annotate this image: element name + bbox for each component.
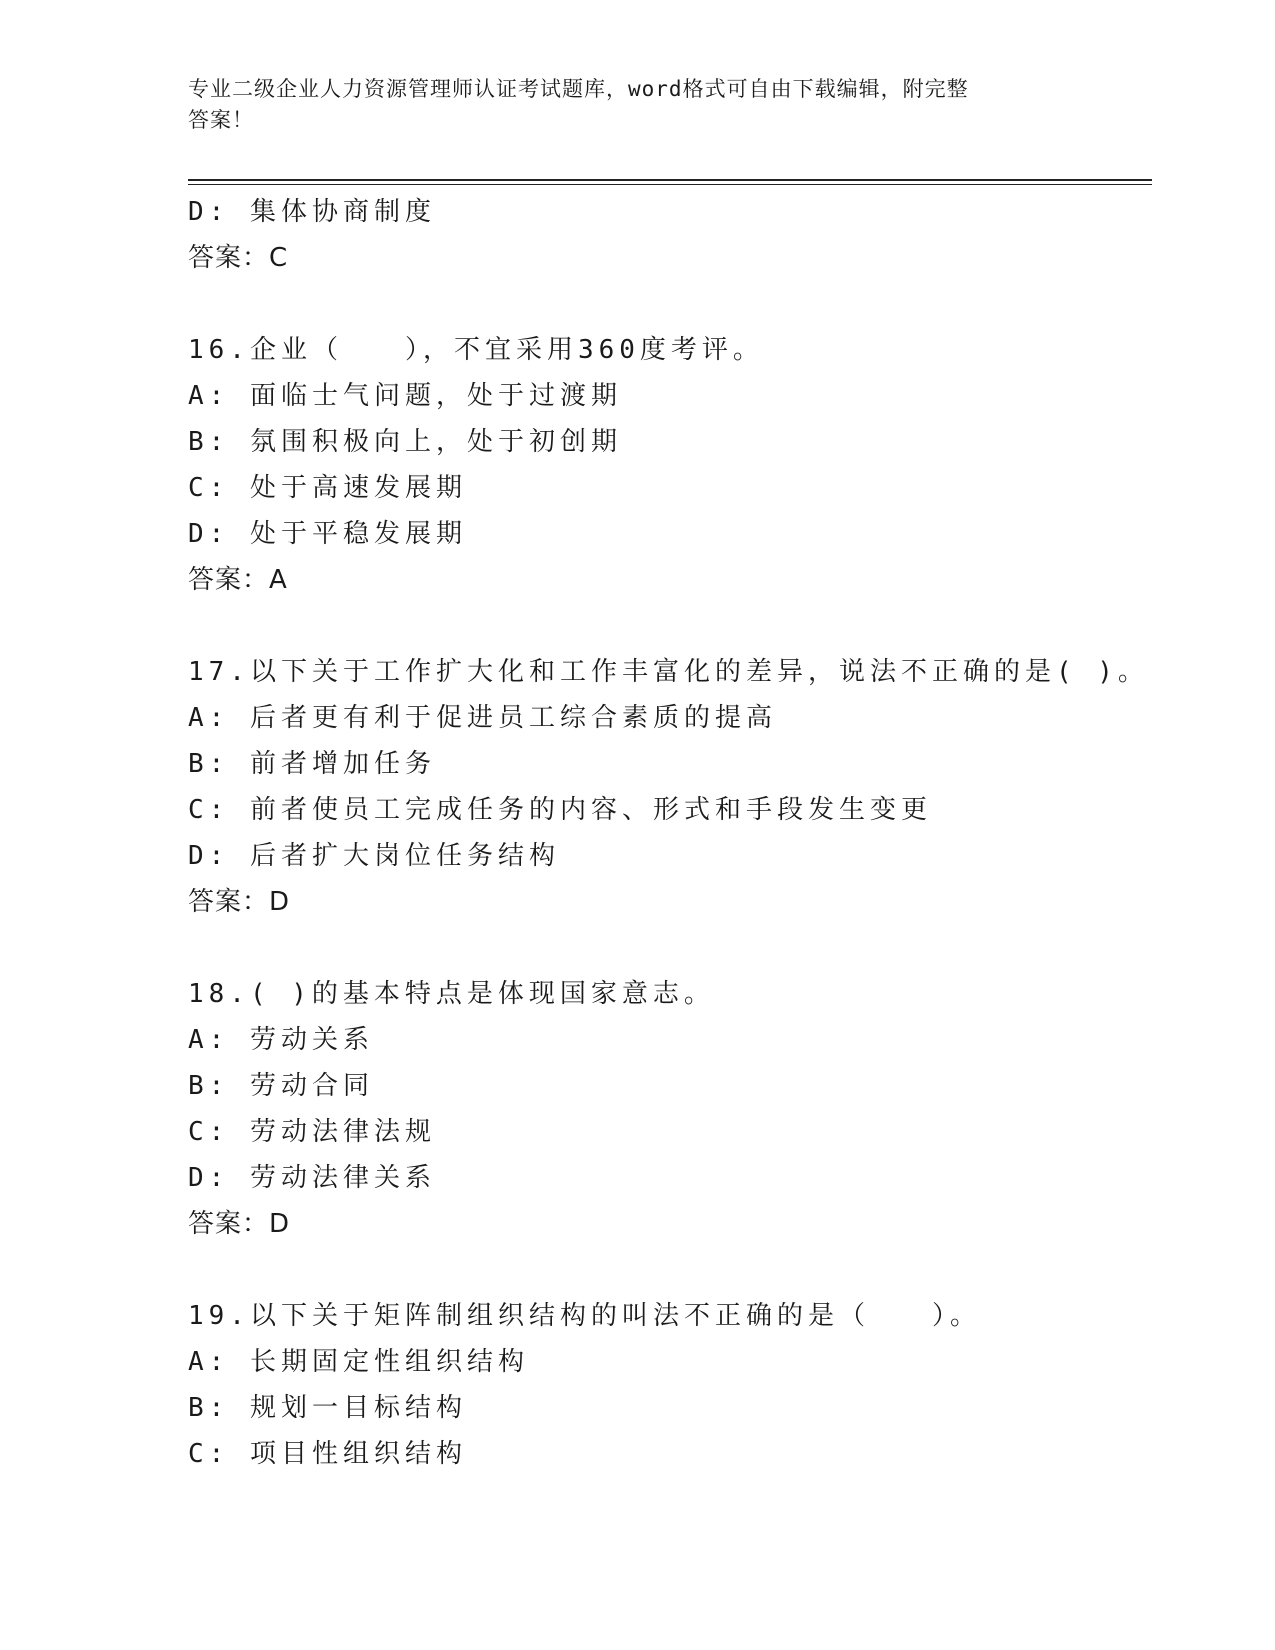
option-b: B: 前者增加任务 [188,749,436,779]
question-16 [188,327,1152,603]
header-line-1: 专业二级企业人力资源管理师认证考试题库，word格式可自由下载编辑，附完整 [188,77,969,101]
question-content [188,189,1152,1477]
answer-line: 答案：C [188,243,289,273]
question-17 [188,649,1152,925]
option-b: B: 规划一目标结构 [188,1393,467,1423]
option-c: C: 前者使员工完成任务的内容、形式和手段发生变更 [188,795,932,825]
option-a: A: 长期固定性组织结构 [188,1347,529,1377]
header-rule-thin [188,184,1152,185]
option-d: D: 劳动法律关系 [188,1163,436,1193]
question-18 [188,971,1152,1247]
question-stem: 19.以下关于矩阵制组织结构的叫法不正确的是（ ）。 [188,1301,981,1331]
option-c: C: 项目性组织结构 [188,1439,467,1469]
option-c: C: 处于高速发展期 [188,473,467,503]
option-a: A: 后者更有利于促进员工综合素质的提高 [188,703,777,733]
option-c: C: 劳动法律法规 [188,1117,436,1147]
answer-line: 答案：D [188,1209,291,1239]
option-b: B: 劳动合同 [188,1071,374,1101]
option-a: A: 面临士气问题，处于过渡期 [188,381,622,411]
option-a: A: 劳动关系 [188,1025,374,1055]
question-stem: 16.企业（ ），不宜采用360度考评。 [188,335,764,365]
question-19 [188,1293,1152,1477]
document-header [188,74,1068,136]
option-d: D: 处于平稳发展期 [188,519,467,549]
answer-line: 答案：A [188,565,288,595]
option-d: D: 后者扩大岗位任务结构 [188,841,560,871]
option-b: B: 氛围积极向上，处于初创期 [188,427,622,457]
prev-question-tail [188,189,1152,281]
question-stem: 18.( )的基本特点是体现国家意志。 [188,979,715,1009]
question-stem: 17.以下关于工作扩大化和工作丰富化的差异，说法不正确的是( )。 [188,657,1149,687]
header-rule-thick [188,179,1152,181]
answer-line: 答案：D [188,887,291,917]
header-line-2: 答案！ [188,108,254,132]
option-d: D: 集体协商制度 [188,197,436,227]
